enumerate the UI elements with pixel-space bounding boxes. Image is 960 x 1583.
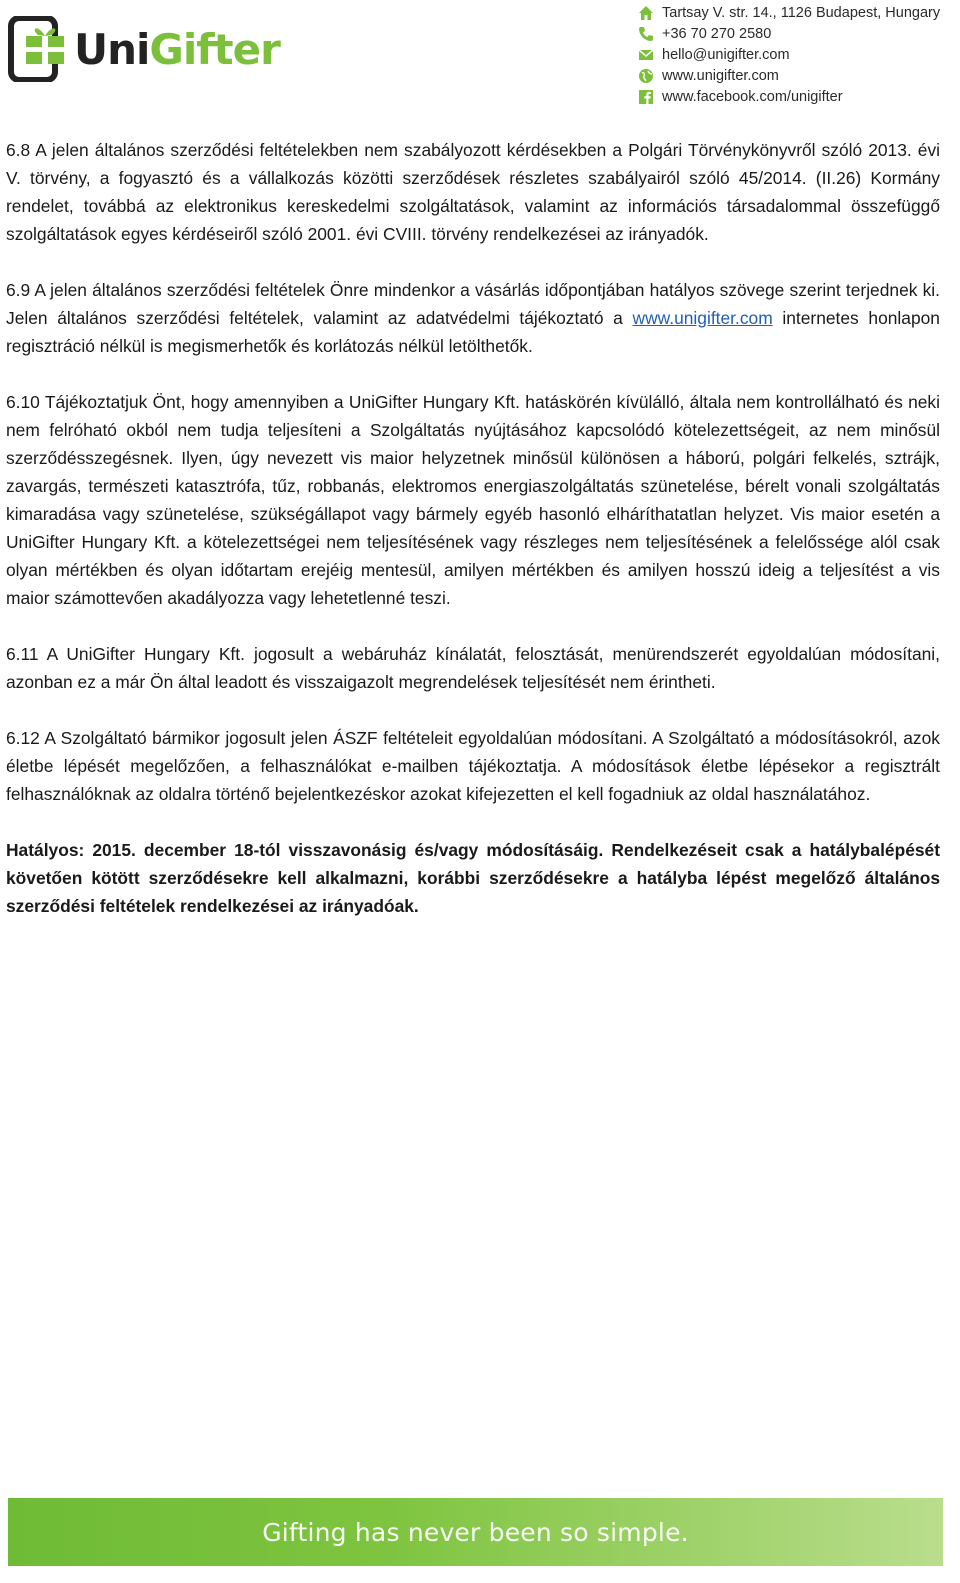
footer-banner xyxy=(8,1498,943,1566)
contact-phone[interactable] xyxy=(638,23,958,44)
contact-facebook[interactable] xyxy=(638,86,958,107)
section-6-9-text-start: 6.9 A jelen általános szerződési feltételek Önre mindenkor a vásárlás időpontjában hatályos szövege szerint terjednek ki. Jelen általános szerződési feltételek, valamint az adatvédelmi tájékoztató a xyxy=(6,280,940,328)
contact-phone-text: +36 70 270 2580 xyxy=(662,25,772,42)
facebook-icon xyxy=(638,89,654,105)
globe-icon xyxy=(638,68,654,84)
contact-website[interactable] xyxy=(638,65,958,86)
section-6-9-text-end: internetes honlapon regisztráció nélkül is megismerhetők és korlátozás nélkül letölthetők. xyxy=(6,308,940,356)
contact-email[interactable] xyxy=(638,44,958,65)
home-icon xyxy=(638,5,654,21)
contact-facebook-text: www.facebook.com/unigifter xyxy=(662,88,843,105)
website-link[interactable]: www.unigifter.com xyxy=(632,308,773,328)
logo-text-gifter: Gifter xyxy=(149,25,280,74)
logo-wordmark xyxy=(74,24,280,76)
contact-email-text: hello@unigifter.com xyxy=(662,46,790,63)
contact-address xyxy=(638,2,958,23)
document-body xyxy=(6,136,940,948)
logo-text-uni: Uni xyxy=(74,25,150,74)
section-6-11: 6.11 A UniGifter Hungary Kft. jogosult a webáruház kínálatát, felosztását, menürendszerét egyoldalúan módosítani, azonban ez a már Ön által leadott és visszaigazolt megrendelések teljesítését nem érintheti. xyxy=(6,644,940,692)
page-header xyxy=(0,0,960,118)
section-6-8: 6.8 A jelen általános szerződési feltételekben nem szabályozott kérdésekben a Polgári Törvénykönyvről szóló 2013. évi V. törvény, a fogyasztó és a vállalkozás közötti szerződések részletes szabályairól szóló 45/2014. (II.26) Kormány rendelet, továbbá az elektronikus kereskedelmi szolgáltatások, valamint az információs társadalommal összefüggő szolgáltatások egyes kérdéseiről szóló 2001. évi CVIII. törvény rendelkezései az irányadók. xyxy=(6,140,940,244)
section-6-12: 6.12 A Szolgáltató bármikor jogosult jelen ÁSZF feltételeit egyoldalúan módosítani. A Szolgáltató a módosításokról, azok életbe lépését megelőzően, a felhasználókat e-mailben tájékoztatja. A módosítások életbe lépésekor a regisztrált felhasználóknak az oldalra történő bejelentkezéskor azokat kifejezetten el kell fogadniuk az oldal használatához. xyxy=(6,728,940,804)
contact-block xyxy=(638,2,958,107)
contact-website-text: www.unigifter.com xyxy=(662,67,779,84)
phone-icon xyxy=(638,26,654,42)
section-6-9 xyxy=(6,276,940,360)
gift-phone-logo-icon xyxy=(8,16,68,82)
contact-address-text: Tartsay V. str. 14., 1126 Budapest, Hungary xyxy=(662,4,941,21)
effective-date-notice: Hatályos: 2015. december 18-tól visszavonásig és/vagy módosításáig. Rendelkezéseit csak a hatálybalépését követően kötött szerződésekre kell alkalmazni, korábbi szerződésekre a hatályba lépést megelőző általános szerződési feltételek rendelkezései az irányadóak. xyxy=(6,840,940,916)
unigifter-logo[interactable] xyxy=(8,14,288,86)
section-6-10: 6.10 Tájékoztatjuk Önt, hogy amennyiben a UniGifter Hungary Kft. hatáskörén kívülálló, általa nem kontrollálható és neki nem felróható okból nem tudja teljesíteni a Szolgáltatás nyújtásához kapcsolódó kötelezettségeit, az nem minősül szerződésszegésnek. Ilyen, úgy nevezett vis maior helyzetnek minősül különösen a háború, polgári felkelés, sztrájk, zavargás, természeti katasztrófa, tűz, robbanás, elektromos energiaszolgáltatás szünetelése, bérelt vonali szolgáltatás kimaradása vagy szünetelése, szükségállapot vagy bármely egyéb hasonló elháríthatatlan helyzet. Vis maior esetén a UniGifter Hungary Kft. a kötelezettségei nem teljesítésének vagy részleges nem teljesítésének a felelőssége alól csak olyan mértékben és olyan időtartam erejéig mentesül, amilyen mértékben és amilyen hosszú ideig a teljesítést a vis maior számottevően akadályozza vagy lehetetlenné teszi. xyxy=(6,392,940,608)
mail-icon xyxy=(638,47,654,63)
footer-tagline: Gifting has never been so simple. xyxy=(262,1517,689,1547)
